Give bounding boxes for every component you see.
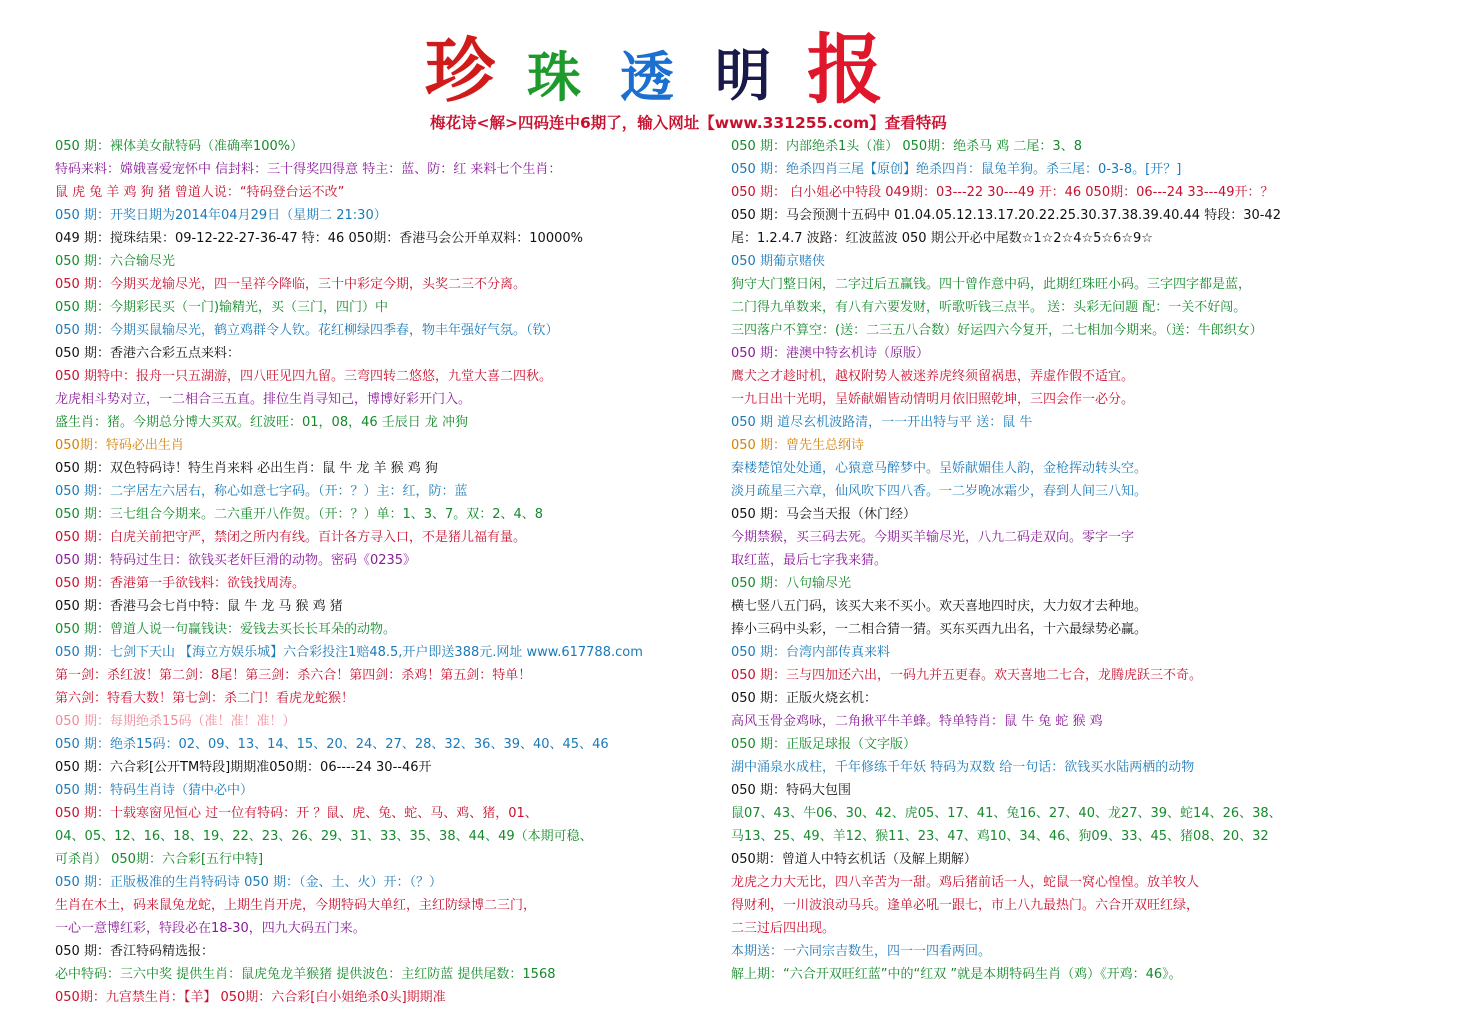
text-line: 取红蓝，最后七字我来猜。 — [731, 553, 888, 568]
text-line: 050 期：双色特码诗！特生肖来料 必出生肖：鼠 牛 龙 羊 猴 鸡 狗 — [55, 461, 438, 476]
text-line: 050 期：香港第一手欲钱料：欲钱找周涛。 — [55, 576, 305, 591]
text-line: 第六剑：特看大数！第七剑：杀二门！看虎龙蛇猴！ — [55, 691, 355, 706]
text-line: 可杀肖） 050期：六合彩[五行中特] — [55, 852, 264, 867]
text-line: 捧小三码中头彩，一二相合猜一猜。买东买西九出名，十六最绿势必赢。 — [731, 622, 1148, 637]
text-line: 050 期葡京赌侠 — [731, 254, 825, 269]
text-line: 龙虎相斗势对立，一二相合三五直。排位生肖寻知己，博博好彩开门入。 — [55, 392, 472, 407]
text-line: 050期：特码必出生肖 — [55, 438, 184, 453]
text-line: 050 期：正版火烧玄机： — [731, 691, 877, 706]
text-line: 秦楼楚馆处处通，心猿意马醉梦中。呈娇献媚佳人韵，金枪挥动转头空。 — [731, 461, 1148, 476]
text-line: 050 期：三七组合今期来。二六重开八作贺。（开：？）单：1、3、7。双：2、4、8 — [55, 507, 544, 522]
text-line: 二门得九单数来，有八有六要发财，听歌听钱三点半。 送：头彩无问题 配：一关不好闯。 — [731, 300, 1247, 315]
masthead-title — [425, 25, 895, 114]
text-line: 050 期：十载寒窗见恒心 过一位有特码：开 ？鼠、虎、兔、蛇、马、鸡、猪，01、 — [55, 806, 538, 821]
text-line: 04、05、12、16、18、19、22、23、26、29、31、33、35、38、44、49（本期可稳、 — [55, 829, 593, 844]
text-line: 得财利，一川波浪动马兵。逢单必吼一跟七，市上八九最热门。六合开双旺红绿， — [731, 898, 1200, 913]
text-line: 050 期：马会预测十五码中 01.04.05.12.13.17.20.22.25.30.37.38.39.40.44 特段：30-42 — [731, 208, 1281, 223]
text-line: 鼠07、43、牛06、30、42、虎05、17、41、兔16、27、40、龙27、39、蛇14、26、38、 — [731, 806, 1282, 821]
text-line: 050 期特中：报舟一只五湖游，四八旺见四九留。三弯四转二悠悠，九堂大喜二四秋。 — [55, 369, 552, 384]
text-line: 050期：曾道人中特玄机话（及解上期解） — [731, 852, 977, 867]
text-line: 解上期：“六合开双旺红蓝”中的“红双 ”就是本期特码生肖（鸡）《开鸡：46》。 — [731, 967, 1182, 982]
text-line: 050 期：特码生肖诗（猜中必中） — [55, 783, 253, 798]
text-line: 050 期：二字居左六居右，称心如意七字码。（开：？）主：红，防：蓝 — [55, 484, 468, 499]
right-column — [731, 135, 1421, 986]
text-line: 狗守大门整日闲，二字过后五赢钱。四十曾作意中码，此期红珠旺小码。三字四字都是蓝， — [731, 277, 1252, 292]
text-line: 一心一意博红彩，特段必在18-30，四九大码五门来。 — [55, 921, 366, 936]
text-line: 三四落户不算空：(送：二三五八合数）好运四六今复开，二七相加今期来。（送：牛郎织女） — [731, 323, 1263, 338]
left-column — [55, 135, 727, 1009]
title-char: 透 — [620, 45, 674, 109]
text-line: 湖中涌泉水成柱，千年修练千年妖 特码为双数 给一句话：欲钱买水陆两栖的动物 — [731, 760, 1195, 775]
text-line: 050 期：香港马会七肖中特：鼠 牛 龙 马 猴 鸡 猪 — [55, 599, 343, 614]
text-line: 盛生肖：猪。今期总分博大买双。红波旺：01，08，46 壬辰日 龙 冲狗 — [55, 415, 469, 430]
text-line: 050 期：今期彩民买（一门)输精光，买（三门，四门）中 — [55, 300, 389, 315]
text-line: 050 期：七剑下天山 【海立方娱乐城】六合彩投注1赔48.5,开户即送388元.网址 www.617788.com — [55, 645, 643, 660]
text-line: 必中特码：三六中奖 提供生肖：鼠虎兔龙羊猴猪 提供波色：主红防蓝 提供尾数：1568 — [55, 967, 556, 982]
text-line: 尾：1.2.4.7 波路：红波蓝波 050 期公开必中尾数☆1☆2☆4☆5☆6☆9☆ — [731, 231, 1153, 246]
text-line: 龙虎之力大无比，四八辛苦为一甜。鸡后猪前话一人，蛇鼠一窝心惶惶。放羊牧人 — [731, 875, 1200, 890]
text-line: 050 期： 白小姐必中特段 049期：03---22 30---49 开：46 050期：06---24 33---49开：？ — [731, 185, 1274, 200]
text-line: 生肖在木土，码来鼠兔龙蛇，上期生肖开虎，今期特码大单红，主红防绿博二三门， — [55, 898, 537, 913]
text-line: 050 期：内部绝杀1头（准） 050期：绝杀马 鸡 二尾：3、8 — [731, 139, 1082, 154]
text-line: 050 期：今期买龙输尽光，四一呈祥今降临，三十中彩定今期，头奖二三不分离。 — [55, 277, 526, 292]
text-line: 050 期：开奖日期为2014年04月29日（星期二 21:30） — [55, 208, 387, 223]
title-char: 珠 — [527, 45, 581, 109]
text-line: 050 期：曾道人说一句赢钱诀：爱钱去买长长耳朵的动物。 — [55, 622, 396, 637]
text-line: 050 期：特码大包围 — [731, 783, 851, 798]
text-line: 050 期：六合输尽光 — [55, 254, 175, 269]
text-line: 050 期 道尽玄机波路清，一一开出特与平 送：鼠 牛 — [731, 415, 1033, 430]
text-line: 一九日出十光明，呈娇献媚皆动情明月依旧照乾坤，三四会作一必分。 — [731, 392, 1135, 407]
text-line: 二三过后四出现。 — [731, 921, 836, 936]
title-char: 报 — [807, 25, 883, 114]
text-line: 淡月疏星三六章，仙风吹下四八香。一二岁晚冰霜少，春到人间三八知。 — [731, 484, 1148, 499]
text-line: 050 期：马会当天报（休门经） — [731, 507, 916, 522]
text-line: 050 期：每期绝杀15码（准！准！准！） — [55, 714, 296, 729]
text-line: 第一剑：杀红波！第二剑：8尾！第三剑：杀六合！第四剑：杀鸡！第五剑：特单！ — [55, 668, 532, 683]
text-line: 050 期：八句输尽光 — [731, 576, 851, 591]
text-line: 050 期：香江特码精选报： — [55, 944, 214, 959]
text-line: 马13、25、49、羊12、猴11、23、47、鸡10、34、46、狗09、33、45、猪08、20、32 — [731, 829, 1269, 844]
text-line: 050 期：正版极准的生肖特码诗 050 期：（金、土、火）开：（？） — [55, 875, 443, 890]
text-line: 050 期：香港六合彩五点来料： — [55, 346, 240, 361]
text-line: 050 期：绝杀四肖三尾【原创】绝杀四肖：鼠兔羊狗。杀三尾：0-3-8。[开？] — [731, 162, 1182, 177]
text-line: 050 期：六合彩[公开TM特段]期期准050期：06----24 30--46开 — [55, 760, 432, 775]
title-char: 明 — [715, 43, 771, 109]
text-line: 050 期：绝杀15码：02、09、13、14、15、20、24、27、28、32、36、39、40、45、46 — [55, 737, 609, 752]
text-line: 鼠 虎 兔 羊 鸡 狗 猪 曾道人说：“特码登台运不改” — [55, 185, 345, 200]
text-line: 050 期：今期买鼠输尽光，鹤立鸡群令人钦。花红柳绿四季春，物丰年强好气氛。（钦） — [55, 323, 559, 338]
text-line: 高风玉骨金鸡咏，二角揪平牛羊蜂。特单特肖：鼠 牛 兔 蛇 猴 鸡 — [731, 714, 1103, 729]
text-line: 本期送：一六同宗吉数生，四一一四看两回。 — [731, 944, 992, 959]
text-line: 050 期：台湾内部传真来料 — [731, 645, 890, 660]
text-line: 鹰犬之才趁时机，越权附势人被迷养虎终须留祸患，弄虚作假不适宜。 — [731, 369, 1135, 384]
text-line: 特码来料：嫦娥喜爱宠怀中 信封料：三十得奖四得意 特主：蓝、防：红 来料七个生肖： — [55, 162, 562, 177]
masthead-subtitle: 梅花诗<解>四码连中6期了，输入网址【www.331255.com】查看特码 — [430, 114, 947, 132]
text-line: 横七竖八五门码，该买大来不买小。欢天喜地四时庆，大力奴才去种地。 — [731, 599, 1148, 614]
text-line: 049 期：搅珠结果：09-12-22-27-36-47 特：46 050期：香港马会公开单双料：10000% — [55, 231, 583, 246]
text-line: 050 期：正版足球报（文字版） — [731, 737, 916, 752]
title-char: 珍 — [425, 29, 495, 112]
text-line: 050 期：裸体美女献特码（准确率100%） — [55, 139, 304, 154]
text-line: 今期禁猴，买三码去死。今期买羊输尽光，八九二码走双向。零字一字 — [731, 530, 1135, 545]
text-line: 050 期：曾先生总纲诗 — [731, 438, 864, 453]
text-line: 050 期：三与四加还六出，一码九并五更春。欢天喜地二七合，龙腾虎跃三不奇。 — [731, 668, 1202, 683]
text-line: 050 期：特码过生日：欲钱买老奸巨滑的动物。密码《0235》 — [55, 553, 417, 568]
text-line: 050期：九宫禁生肖：【羊】 050期：六合彩[白小姐绝杀0头]期期准 — [55, 990, 446, 1005]
text-line: 050 期：白虎关前把守严，禁闭之所内有线。百计各方寻入口，不是猪儿福有量。 — [55, 530, 526, 545]
text-line: 050 期：港澳中特玄机诗（原版） — [731, 346, 929, 361]
